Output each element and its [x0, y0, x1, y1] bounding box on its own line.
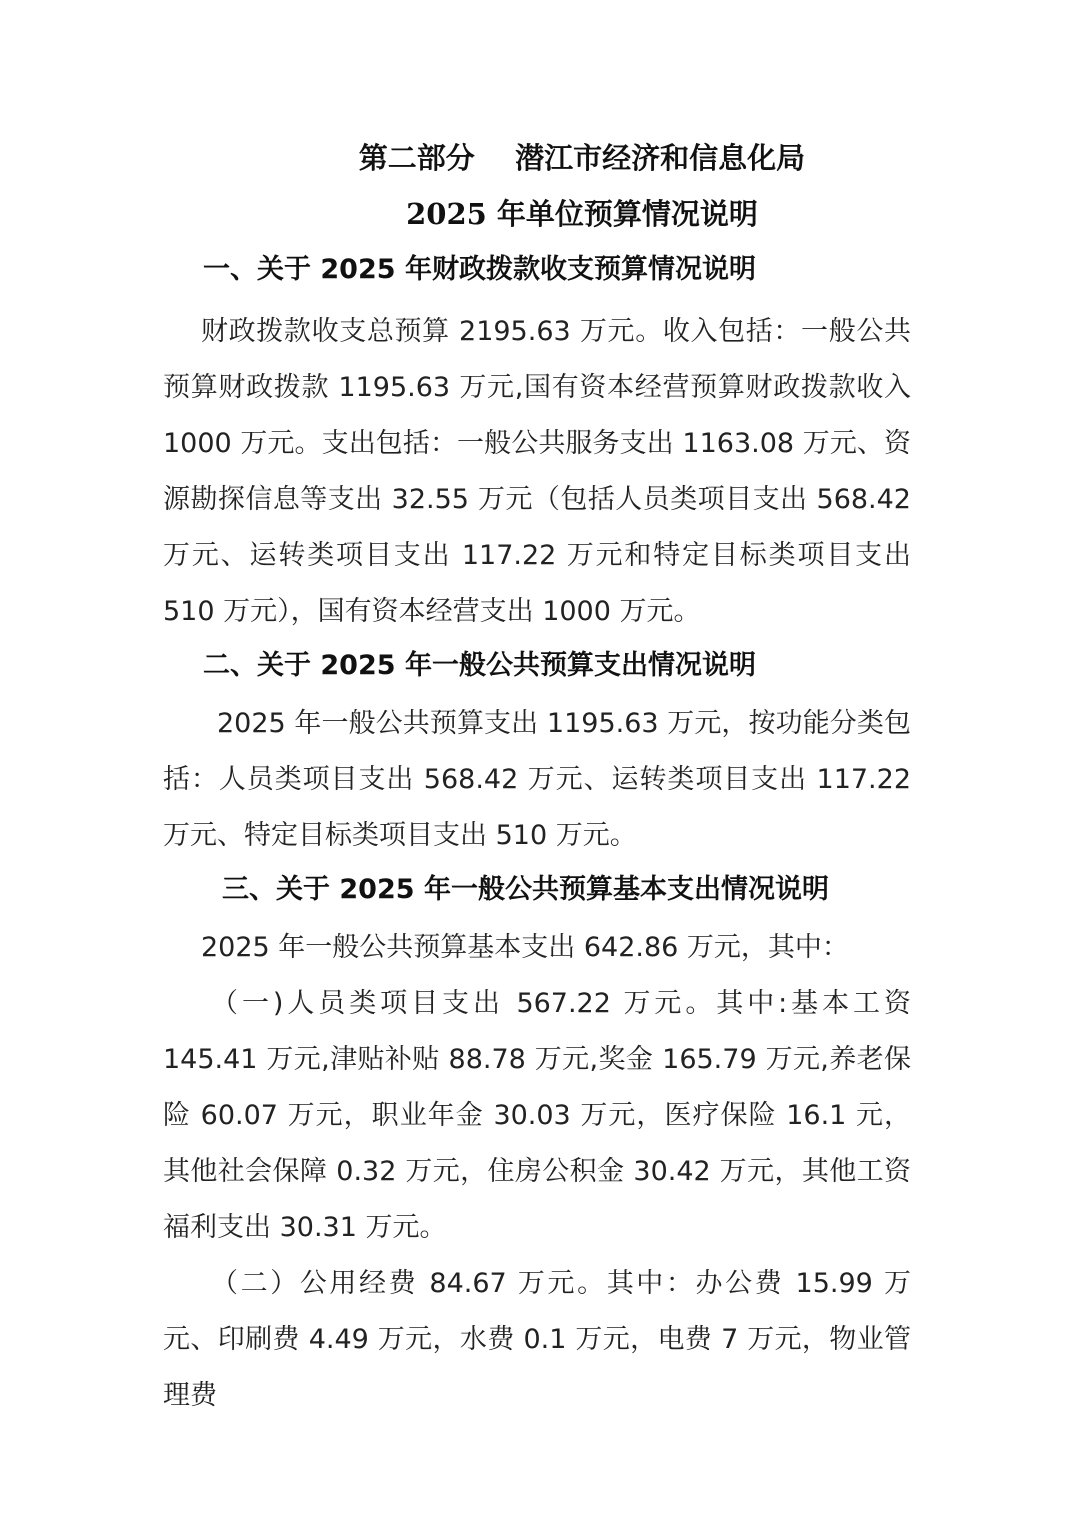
- section-2-heading: 二、关于 2025 年一般公共预算支出情况说明: [203, 650, 756, 681]
- section-1-heading: 一、关于 2025 年财政拨款收支预算情况说明: [203, 254, 756, 285]
- section-3-personnel-paragraph: （一)人员类项目支出 567.22 万元。其中:基本工资 145.41 万元,津贴补贴 88.78 万元,奖金 165.79 万元,养老保险 60.07 万元，职业年金 30.03 万元，医疗保险 16.1 元，其他社会保障 0.32 万元，住房公积金 30.42 万元，其他工资福利支出 30.31 万元。: [163, 988, 911, 1243]
- section-1-paragraph: 财政拨款收支总预算 2195.63 万元。收入包括：一般公共预算财政拨款 1195.63 万元,国有资本经营预算财政拨款收入 1000 万元。支出包括：一般公共服务支出 1163.08 万元、资源勘探信息等支出 32.55 万元（包括人员类项目支出 568.42 万元、运转类项目支出 117.22 万元和特定目标类项目支出 510 万元），国有资本经营支出 1000 万元。: [163, 316, 911, 627]
- section-3-public-funds-paragraph: （二）公用经费 84.67 万元。其中：办公费 15.99 万元、印刷费 4.49 万元，水费 0.1 万元，电费 7 万元，物业管理费: [163, 1268, 911, 1411]
- section-3-intro-paragraph: 2025 年一般公共预算基本支出 642.86 万元，其中：: [201, 932, 849, 963]
- document-title-line1: 第二部分 潜江市经济和信息化局: [358, 141, 806, 175]
- section-3-heading: 三、关于 2025 年一般公共预算基本支出情况说明: [222, 874, 829, 905]
- document-title-line2: 2025 年单位预算情况说明: [406, 197, 758, 231]
- section-2-paragraph: 2025 年一般公共预算支出 1195.63 万元，按功能分类包括：人员类项目支出 568.42 万元、运转类项目支出 117.22 万元、特定目标类项目支出 510 万元。: [163, 708, 911, 851]
